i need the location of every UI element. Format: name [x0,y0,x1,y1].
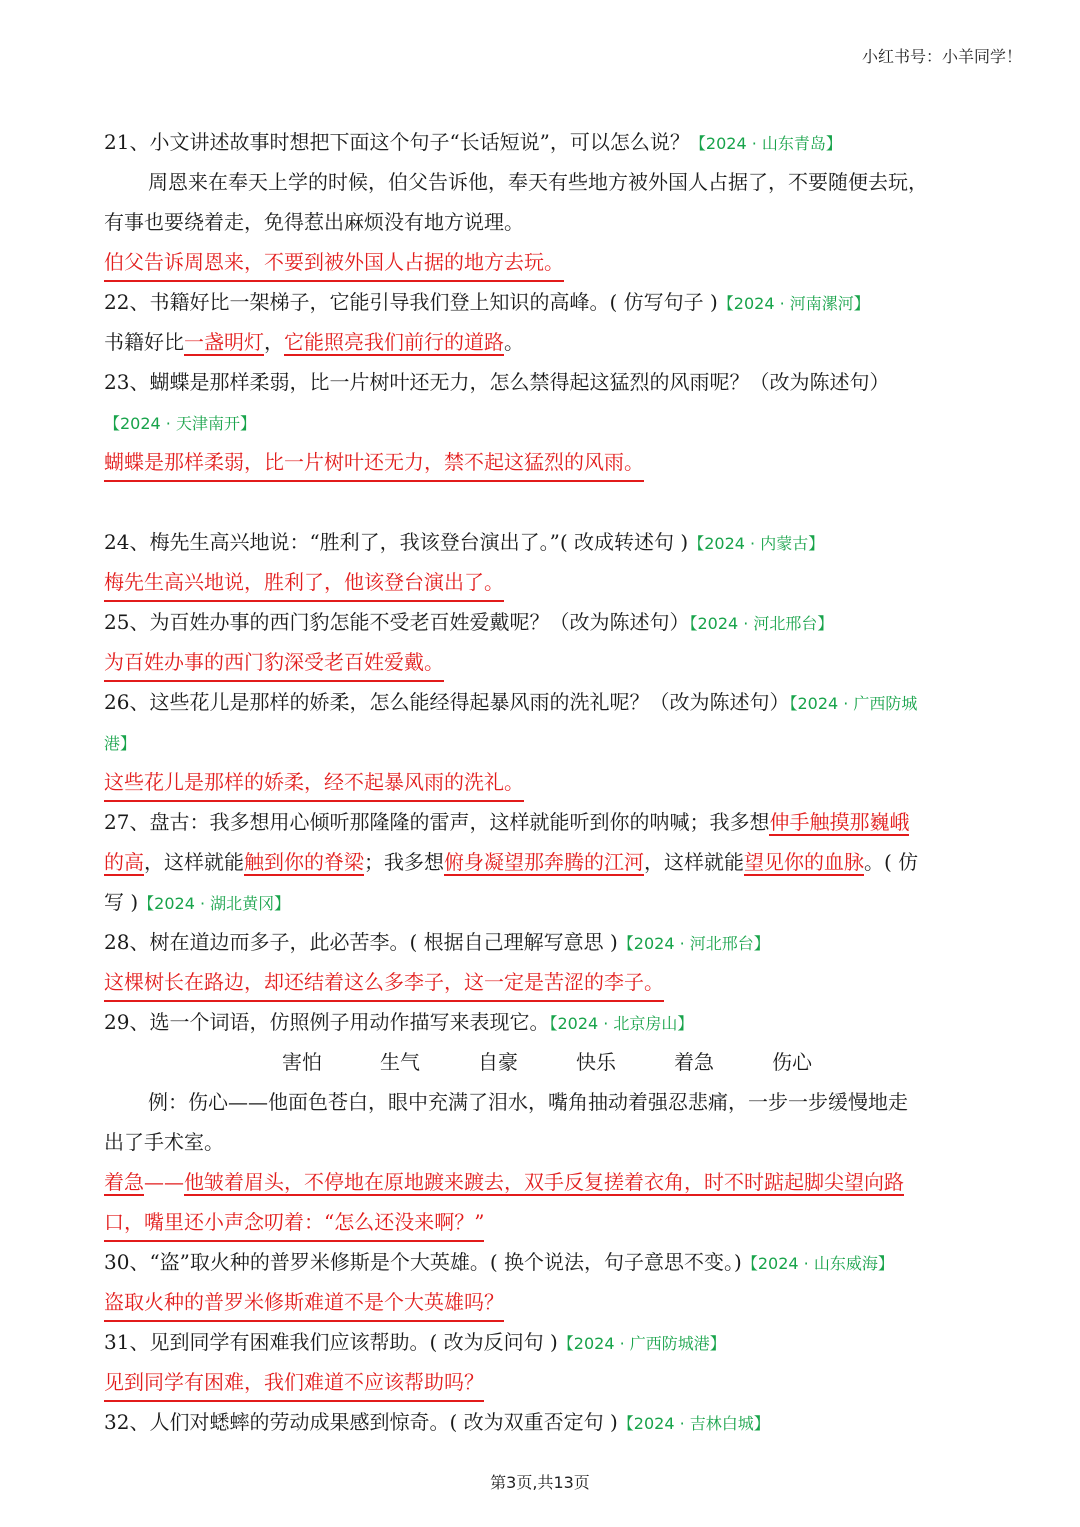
source-line [104,402,980,442]
question-24 [104,522,980,562]
answer-text: 为百姓办事的西门豹深受老百姓爱戴。 [104,644,444,682]
question-31 [104,1322,980,1362]
question-27-line-2 [104,842,980,882]
answer-text: 这些花儿是那样的娇柔，经不起暴风雨的洗礼。 [104,764,524,802]
spacer [104,482,980,522]
question-text: 25、为百姓办事的西门豹怎能不受老百姓爱戴呢？（改为陈述句） [104,610,690,634]
answer-28 [104,962,980,1002]
answer-text: 这棵树长在路边，却还结着这么多李子，这一定是苦涩的李子。 [104,964,664,1002]
source-tag: 【2024 · 山东威海】 [741,1254,894,1273]
answer-text: 伯父告诉周恩来，不要到被外国人占据的地方去玩。 [104,244,564,282]
question-text: 24、梅先生高兴地说：“胜利了，我该登台演出了。”( 改成转述句 ) [104,530,689,554]
question-29 [104,1002,980,1042]
source-tag: 【2024 · 湖北黄冈】 [138,894,291,913]
answer-end: 。 [504,330,524,354]
question-text: 。( 仿 [864,850,919,874]
source-tag: 【2024 · 内蒙古】 [688,534,825,553]
question-text: 32、人们对蟋蟀的劳动成果感到惊奇。( 改为双重否定句 ) [104,1410,618,1434]
question-28 [104,922,980,962]
answer-29-line-2 [104,1202,980,1242]
source-tag: 【2024 · 北京房山】 [549,1014,694,1033]
example-line: 出了手术室。 [104,1130,224,1154]
passage-line: 有事也要绕着走，免得惹出麻烦没有地方说理。 [104,210,524,234]
example-line: 例：伤心——他面色苍白，眼中充满了泪水，嘴角抽动着强忍悲痛，一步一步缓慢地走 [148,1090,908,1114]
source-tag: 【2024 · 天津南开】 [104,414,256,433]
answer-fill-1-cont: 的高 [104,850,144,874]
source-tag: 【2024 · 吉林白城】 [617,1414,770,1433]
answer-text: 梅先生高兴地说，胜利了，他该登台演出了。 [104,564,504,602]
word-option: 着急 [674,1050,714,1074]
answer-text: 蝴蝶是那样柔弱，比一片树叶还无力，禁不起这猛烈的风雨。 [104,444,644,482]
answer-prefix: 书籍好比 [104,330,184,354]
question-text: ；我多想 [364,850,444,874]
answer-fill-3: 俯身凝望那奔腾的江河 [444,850,644,874]
question-23: 23、蝴蝶是那样柔弱，比一片树叶还无力，怎么禁得起这猛烈的风雨呢？（改为陈述句） [104,370,890,394]
passage-line: 周恩来在奉天上学的时候，伯父告诉他，奉天有些地方被外国人占据了，不要随便去玩， [148,170,928,194]
question-30 [104,1242,980,1282]
answer-23 [104,442,980,482]
answer-sep: ， [264,330,284,354]
question-text: 22、书籍好比一架梯子，它能引导我们登上知识的高峰。( 仿写句子 ) [104,290,718,314]
answer-25 [104,642,980,682]
word-option: 害怕 [282,1050,322,1074]
answer-fill-4: 望见你的血脉 [744,850,864,874]
answer-fill-1: 伸手触摸那巍峨 [769,810,910,834]
answer-text: 他皱着眉头，不停地在原地踱来踱去，双手反复搓着衣角，时不时踮起脚尖望向路 [184,1170,904,1194]
source-tag: 【2024 · 山东青岛】 [689,134,842,153]
answer-31 [104,1362,980,1402]
question-text: 29、选一个词语，仿照例子用动作描写来表现它。 [104,1010,550,1034]
source-tag: 【2024 · 河南漯河】 [717,294,870,313]
word-option: 快乐 [576,1050,616,1074]
question-26 [104,682,980,722]
question-text: ，这样就能 [144,850,244,874]
page-number: 第3页,共13页 [490,1473,590,1492]
source-tag: 【2024 · 河北邢台】 [617,934,770,953]
answer-word: 着急 [104,1170,144,1194]
question-27-line-1 [104,802,980,842]
question-text: 26、这些花儿是那样的娇柔，怎么能经得起暴风雨的洗礼呢？（改为陈述句） [104,690,790,714]
question-27-line-3 [104,882,980,922]
question-text: 写 ) [104,890,139,914]
answer-26 [104,762,980,802]
question-text: 28、树在道边而多子，此必苦李。( 根据自己理解写意思 ) [104,930,618,954]
answer-29-line-1 [104,1162,980,1202]
question-21 [104,122,980,162]
answer-21 [104,242,980,282]
question-32 [104,1402,980,1442]
answer-fill-2: 它能照亮我们前行的道路 [284,330,504,354]
answer-text: 口，嘴里还小声念叨着：“怎么还没来啊？” [104,1204,484,1242]
word-option: 生气 [380,1050,420,1074]
answer-text: 见到同学有困难，我们难道不应该帮助吗？ [104,1364,484,1402]
answer-dash: —— [144,1170,184,1194]
source-tag: 【2024 · 广西防城 [789,694,918,713]
question-text: 21、小文讲述故事时想把下面这个句子“长话短说”，可以怎么说？ [104,130,690,154]
question-text: 30、“盗”取火种的普罗米修斯是个大英雄。( 换个说法，句子意思不变。) [104,1250,742,1274]
header-account: 小红书号：小羊同学！ [861,47,1022,66]
answer-fill-2: 触到你的脊梁 [244,850,364,874]
answer-24 [104,562,980,602]
answer-fill-1: 一盏明灯 [184,330,264,354]
question-text: 31、见到同学有困难我们应该帮助。( 改为反问句 ) [104,1330,558,1354]
exercise-content [104,122,980,1442]
answer-22 [104,322,980,362]
question-text: 27、盘古：我多想用心倾听那隆隆的雷声，这样就能听到你的呐喊；我多想 [104,810,770,834]
source-tag: 【2024 · 河北邢台】 [689,614,834,633]
source-tag-cont: 港】 [104,734,137,753]
word-option: 自豪 [478,1050,518,1074]
word-option: 伤心 [772,1050,812,1074]
answer-30 [104,1282,980,1322]
question-22 [104,282,980,322]
word-options [104,1042,980,1082]
question-25 [104,602,980,642]
source-line [104,722,980,762]
answer-text: 盗取火种的普罗米修斯难道不是个大英雄吗？ [104,1284,504,1322]
source-tag: 【2024 · 广西防城港】 [557,1334,726,1353]
question-text: ，这样就能 [644,850,744,874]
